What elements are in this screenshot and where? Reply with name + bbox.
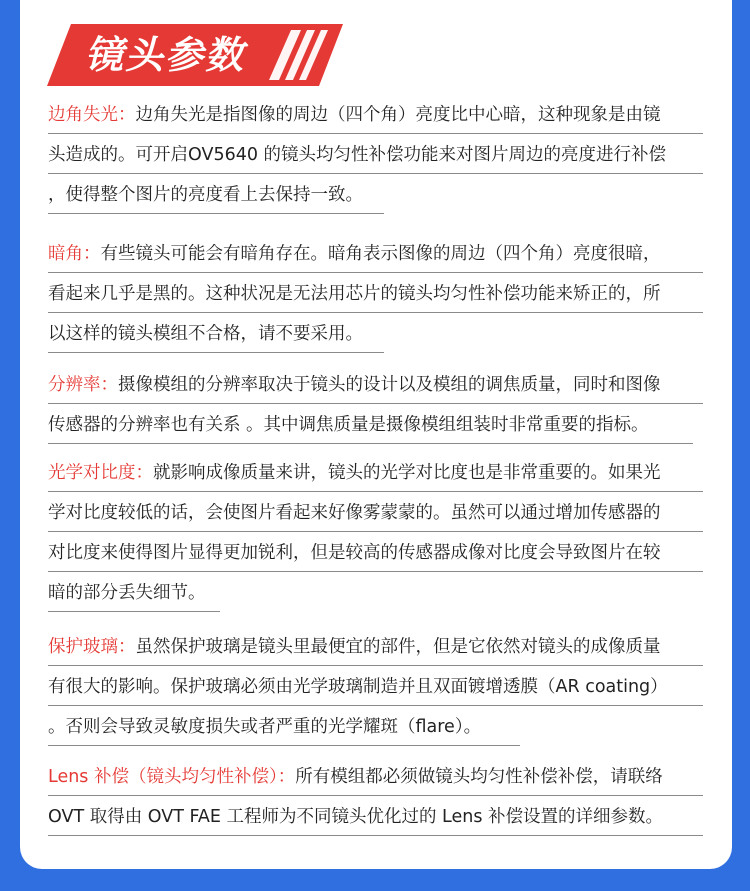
section-banner	[47, 24, 343, 86]
section-label: 暗角：	[48, 244, 101, 264]
text-line: 暗角：有些镜头可能会有暗角存在。暗角表示图像的周边（四个角）亮度很暗，	[48, 236, 718, 276]
text-line: 学对比度较低的话，会使图片看起来好像雾蒙蒙的。虽然可以通过增加传感器的	[48, 495, 718, 535]
section-label: Lens 补偿（镜头均匀性补偿）：	[48, 767, 296, 787]
section-label: 分辨率：	[48, 375, 118, 395]
text-line: 传感器的分辨率也有关系 。其中调焦质量是摄像模组组装时非常重要的指标。	[48, 407, 718, 447]
text-line: 。否则会导致灵敏度损失或者严重的光学耀斑（flare）。	[48, 709, 718, 749]
section-vignetting	[48, 97, 718, 217]
text-line: ，使得整个图片的亮度看上去保持一致。	[48, 177, 718, 217]
section-label: 保护玻璃：	[48, 637, 136, 657]
section-lens-compensation	[48, 759, 718, 839]
text-line: 以这样的镜头模组不合格，请不要采用。	[48, 316, 718, 356]
text-line: 对比度来使得图片显得更加锐利，但是较高的传感器成像对比度会导致图片在较	[48, 535, 718, 575]
section-optical-contrast	[48, 455, 718, 615]
text-line: 有很大的影响。保护玻璃必须由光学玻璃制造并且双面镀增透膜（AR coating）	[48, 669, 718, 709]
section-label: 边角失光：	[48, 105, 136, 125]
section-resolution	[48, 367, 718, 447]
text-line: 看起来几乎是黑的。这种状况是无法用芯片的镜头均匀性补偿功能来矫正的，所	[48, 276, 718, 316]
section-label: 光学对比度：	[48, 463, 153, 483]
text-line: 头造成的。可开启OV5640 的镜头均匀性补偿功能来对图片周边的亮度进行补偿	[48, 137, 718, 177]
text-line: 边角失光：边角失光是指图像的周边（四个角）亮度比中心暗，这种现象是由镜	[48, 97, 718, 137]
text-line: OVT 取得由 OVT FAE 工程师为不同镜头优化过的 Lens 补偿设置的详细参数。	[48, 799, 718, 839]
text-line: 分辨率：摄像模组的分辨率取决于镜头的设计以及模组的调焦质量，同时和图像	[48, 367, 718, 407]
text-line: 光学对比度：就影响成像质量来讲，镜头的光学对比度也是非常重要的。如果光	[48, 455, 718, 495]
page-title: 镜头参数	[85, 33, 246, 77]
text-line: Lens 补偿（镜头均匀性补偿）：所有模组都必须做镜头均匀性补偿补偿，请联络	[48, 759, 718, 799]
section-protective-glass	[48, 629, 718, 749]
text-line: 保护玻璃：虽然保护玻璃是镜头里最便宜的部件，但是它依然对镜头的成像质量	[48, 629, 718, 669]
text-line: 暗的部分丢失细节。	[48, 575, 718, 615]
section-dark-corner	[48, 236, 718, 356]
